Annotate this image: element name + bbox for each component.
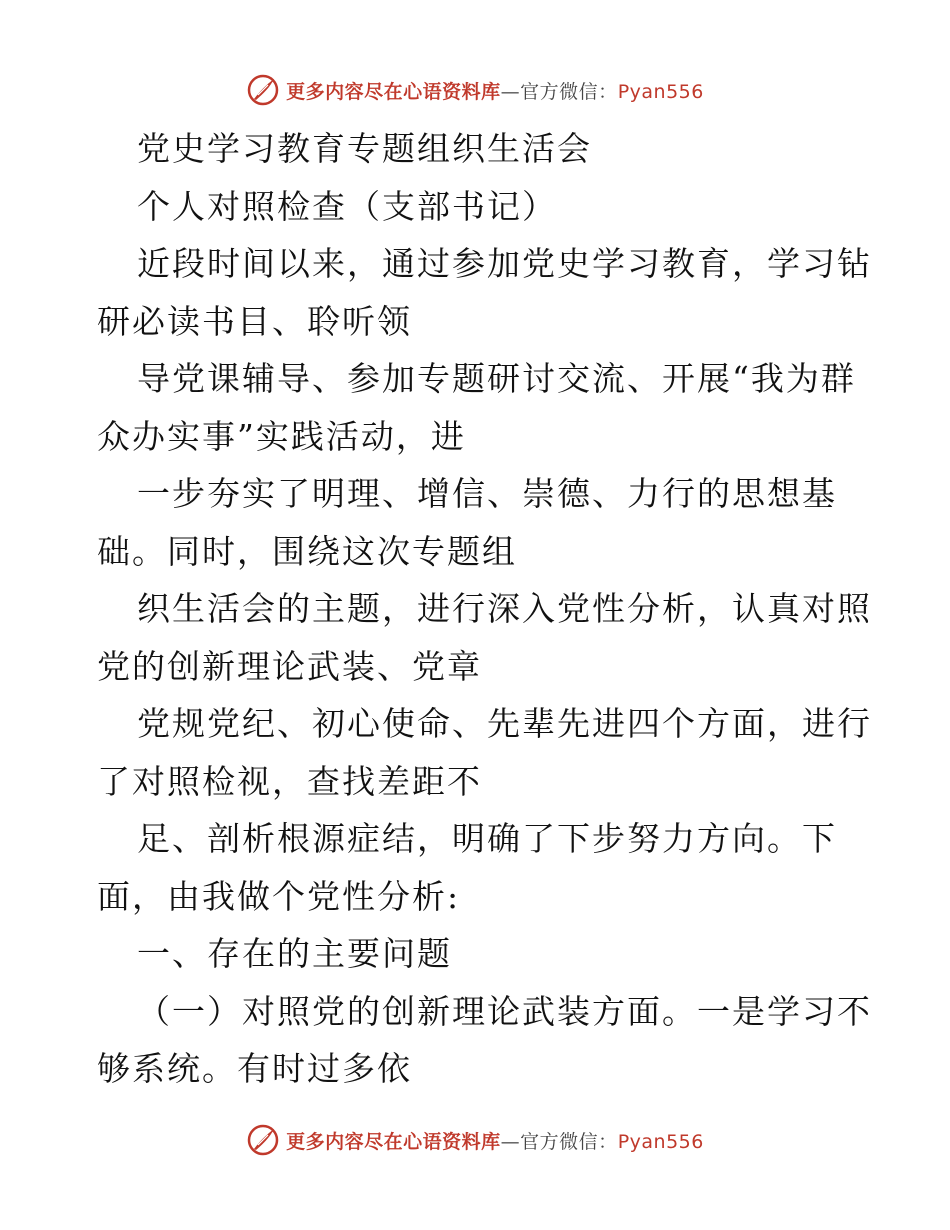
text-line: 一、存在的主要问题 bbox=[137, 934, 452, 973]
watermark-separator: — bbox=[500, 80, 521, 103]
watermark-label: 官方微信： bbox=[520, 80, 618, 103]
text-line: 足、剖析根源症结，明确了下步努力方向。下 bbox=[137, 819, 837, 858]
text-line: 众办实事”实践活动，进 bbox=[97, 416, 466, 456]
text-line: 面，由我做个党性分析: bbox=[97, 876, 461, 916]
quill-logo-icon bbox=[246, 1123, 280, 1157]
watermark-wechat-id: Pyan556 bbox=[617, 80, 704, 103]
watermark-separator: — bbox=[500, 1130, 521, 1153]
text-line: 了对照检视，查找差距不 bbox=[97, 761, 482, 801]
text-line: 党规党纪、初心使命、先辈先进四个方面，进行 bbox=[137, 704, 872, 743]
watermark-site-name: 更多内容尽在心语资料库 bbox=[286, 80, 501, 103]
text-line: 党史学习教育专题组织生活会 bbox=[137, 129, 592, 168]
text-line: 研必读书目、聆听领 bbox=[97, 301, 412, 341]
text-line: 党的创新理论武装、党章 bbox=[97, 646, 482, 686]
text-line: 近段时间以来，通过参加党史学习教育，学习钻 bbox=[137, 244, 872, 283]
text-line: （一）对照党的创新理论武装方面。一是学习不 bbox=[137, 991, 872, 1031]
text-line: 个人对照检查（支部书记） bbox=[137, 186, 557, 226]
watermark-wechat-id: Pyan556 bbox=[617, 1130, 704, 1153]
text-line: 一步夯实了明理、增信、崇德、力行的思想基 bbox=[137, 474, 837, 513]
text-line: 够系统。有时过多依 bbox=[97, 1049, 412, 1088]
watermark-site-name: 更多内容尽在心语资料库 bbox=[286, 1130, 501, 1153]
text-line: 导党课辅导、参加专题研讨交流、开展“我为群 bbox=[137, 359, 856, 398]
watermark-label: 官方微信： bbox=[520, 1130, 618, 1153]
footer-watermark bbox=[0, 1120, 950, 1160]
text-line: 织生活会的主题，进行深入党性分析，认真对照 bbox=[137, 589, 872, 628]
document-body bbox=[97, 120, 872, 1098]
text-line: 础。同时，围绕这次专题组 bbox=[97, 531, 517, 571]
quill-logo-icon bbox=[246, 73, 280, 107]
header-watermark bbox=[0, 70, 950, 110]
